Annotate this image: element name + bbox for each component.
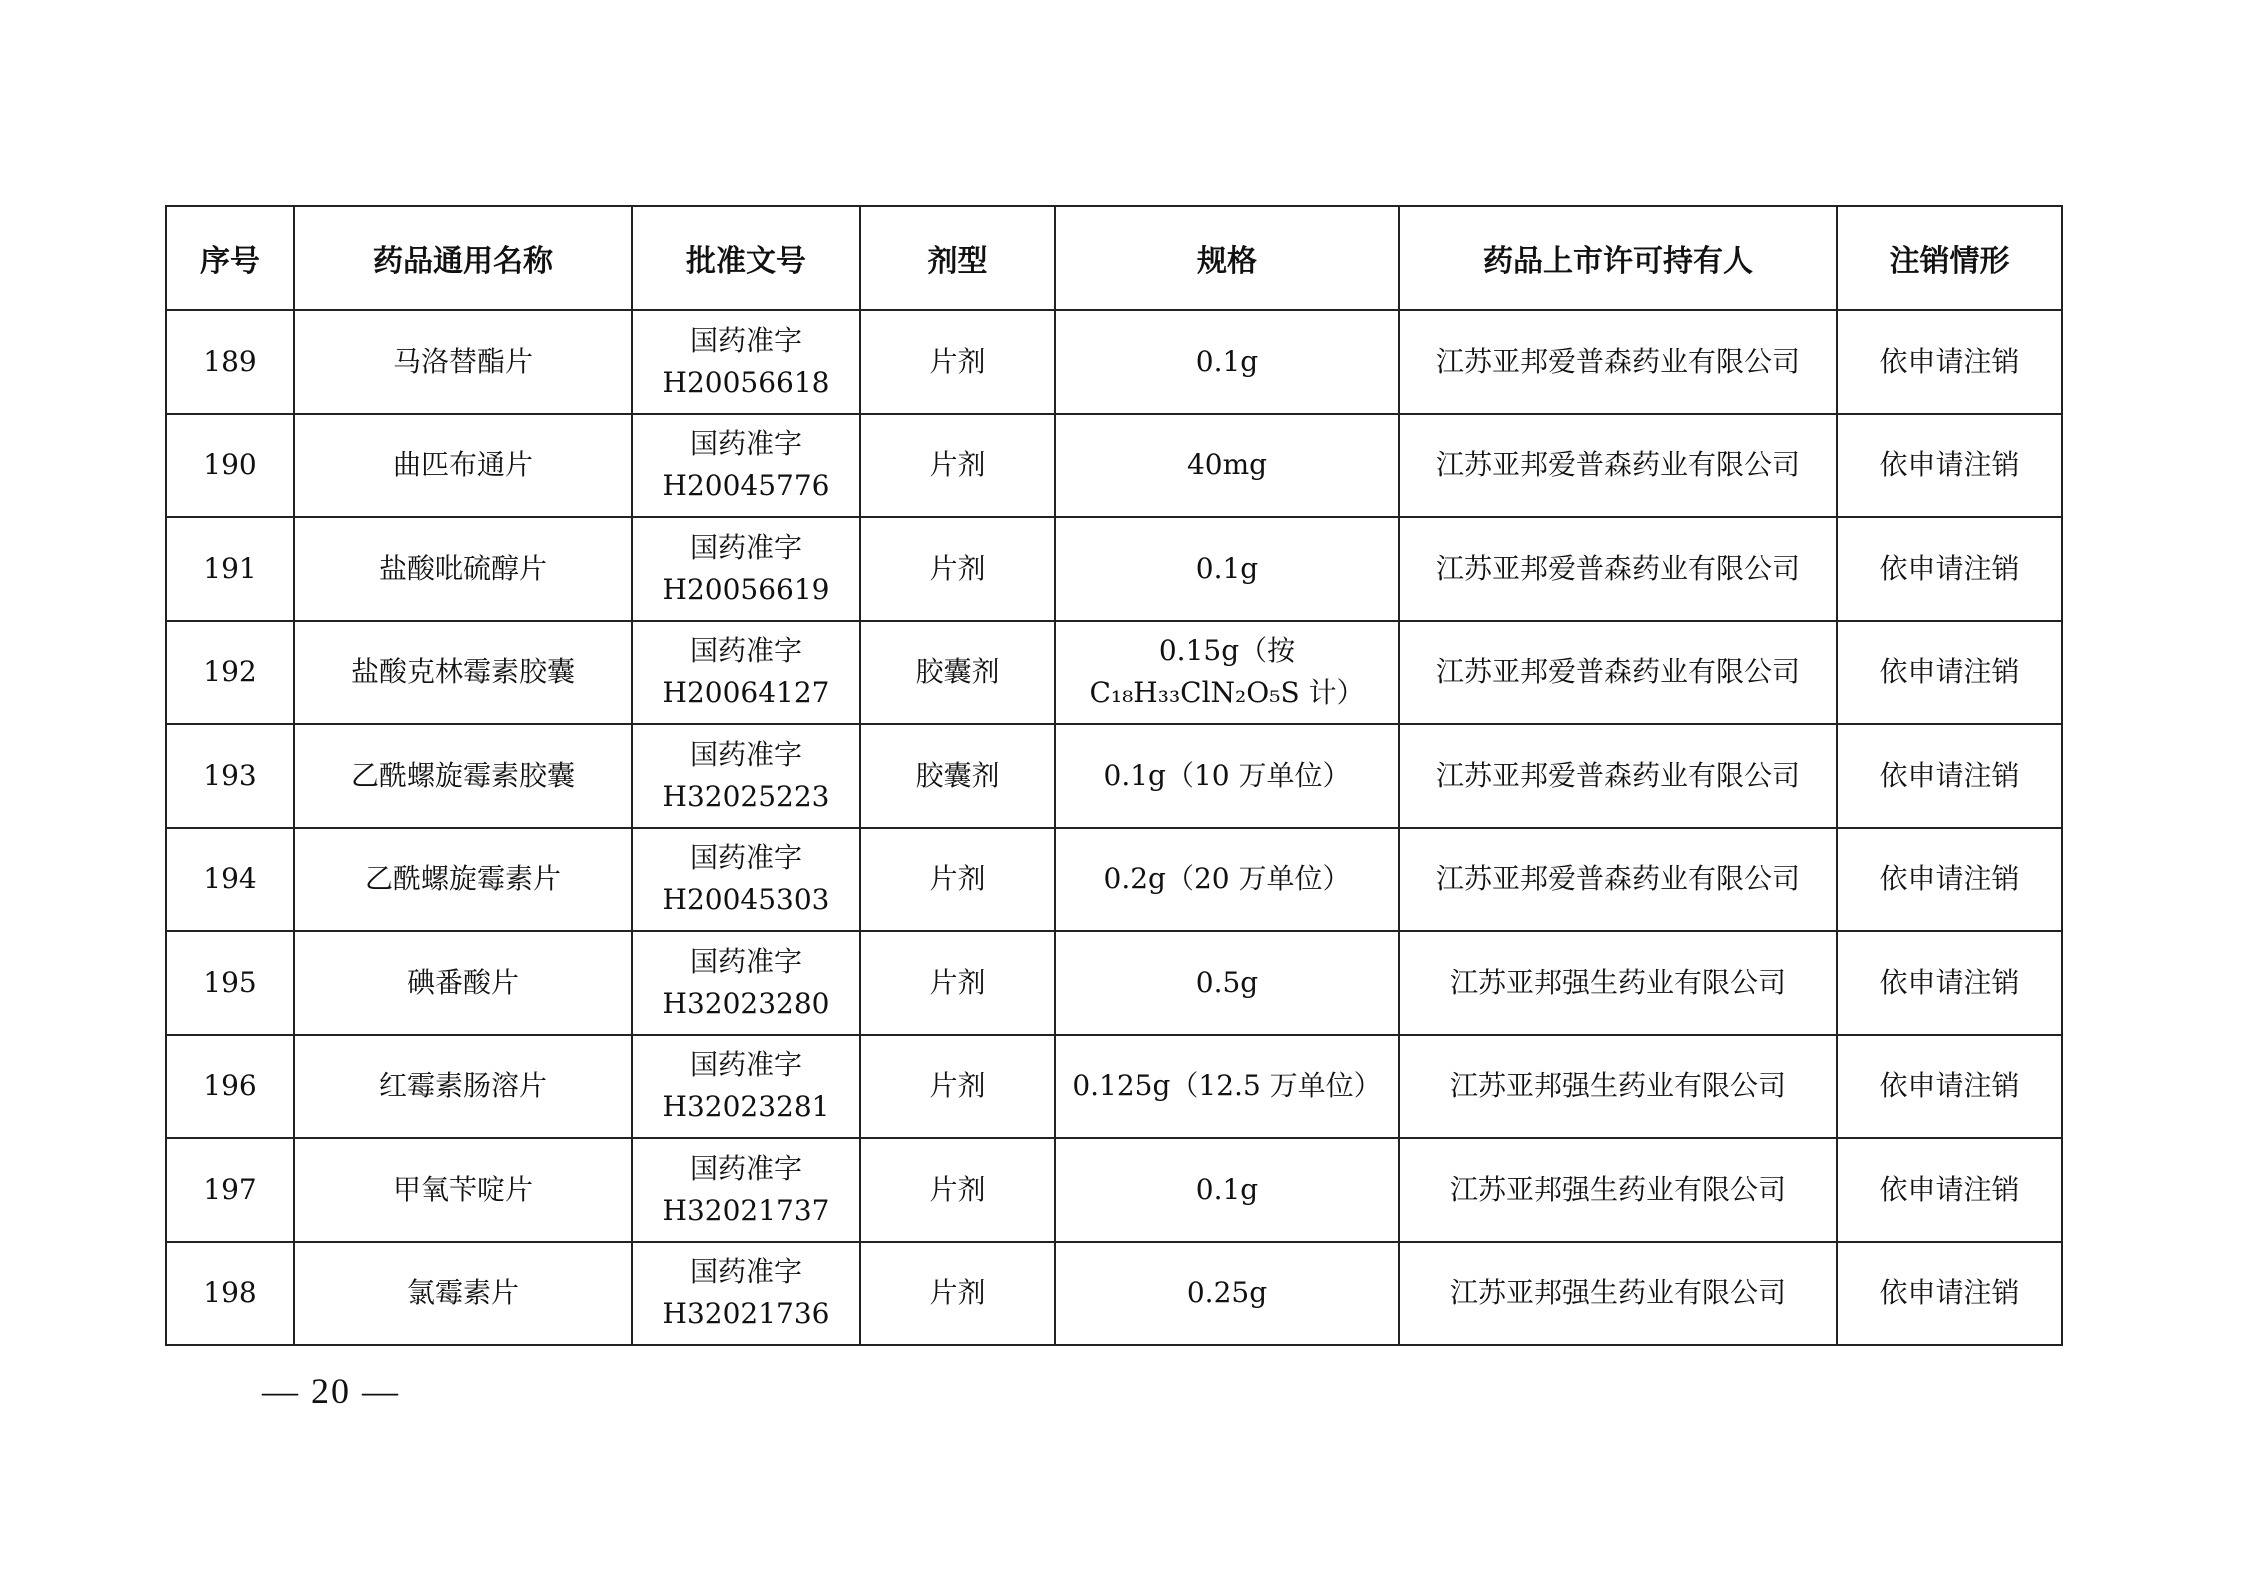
cell-cancellation-status: 依申请注销 xyxy=(1837,517,2062,621)
header-drug-name: 药品通用名称 xyxy=(294,206,632,310)
approval-code: H32021737 xyxy=(662,1193,830,1227)
header-dosage-form: 剂型 xyxy=(860,206,1055,310)
cell-approval-number xyxy=(632,1035,860,1139)
cell-specification: 0.5g xyxy=(1055,931,1399,1035)
cell-specification: 0.125g（12.5 万单位） xyxy=(1055,1035,1399,1139)
approval-code: H32023280 xyxy=(662,986,830,1020)
cell-serial-no: 193 xyxy=(166,724,294,828)
cell-drug-name: 盐酸吡硫醇片 xyxy=(294,517,632,621)
cell-drug-name: 乙酰螺旋霉素胶囊 xyxy=(294,724,632,828)
approval-prefix: 国药准字 xyxy=(689,737,802,771)
cell-license-holder: 江苏亚邦强生药业有限公司 xyxy=(1399,1035,1837,1139)
header-specification: 规格 xyxy=(1055,206,1399,310)
cell-cancellation-status: 依申请注销 xyxy=(1837,1138,2062,1242)
cell-approval-number xyxy=(632,621,860,725)
cell-serial-no: 196 xyxy=(166,1035,294,1139)
cell-dosage-form: 片剂 xyxy=(860,1242,1055,1346)
approval-prefix: 国药准字 xyxy=(689,944,802,978)
cell-license-holder: 江苏亚邦强生药业有限公司 xyxy=(1399,1138,1837,1242)
cell-specification: 0.1g xyxy=(1055,310,1399,414)
cell-approval-number xyxy=(632,414,860,518)
cell-specification: 0.1g xyxy=(1055,517,1399,621)
approval-code: H32025223 xyxy=(662,779,830,813)
cell-serial-no: 192 xyxy=(166,621,294,725)
cell-dosage-form: 片剂 xyxy=(860,517,1055,621)
table-row xyxy=(166,517,2062,621)
cell-drug-name: 乙酰螺旋霉素片 xyxy=(294,828,632,932)
table-row xyxy=(166,1138,2062,1242)
table-row xyxy=(166,828,2062,932)
header-cancellation-status: 注销情形 xyxy=(1837,206,2062,310)
cell-serial-no: 198 xyxy=(166,1242,294,1346)
cell-approval-number xyxy=(632,517,860,621)
approval-prefix: 国药准字 xyxy=(689,427,802,461)
table-row xyxy=(166,931,2062,1035)
approval-code: H20056619 xyxy=(662,572,830,606)
header-approval-number: 批准文号 xyxy=(632,206,860,310)
approval-code: H20064127 xyxy=(662,676,830,710)
cell-approval-number xyxy=(632,931,860,1035)
cell-dosage-form: 片剂 xyxy=(860,1138,1055,1242)
cell-specification: 40mg xyxy=(1055,414,1399,518)
table-row xyxy=(166,1242,2062,1346)
cell-license-holder: 江苏亚邦爱普森药业有限公司 xyxy=(1399,517,1837,621)
cell-cancellation-status: 依申请注销 xyxy=(1837,310,2062,414)
cell-specification: 0.25g xyxy=(1055,1242,1399,1346)
cell-dosage-form: 胶囊剂 xyxy=(860,621,1055,725)
cell-specification: 0.1g（10 万单位） xyxy=(1055,724,1399,828)
cell-license-holder: 江苏亚邦爱普森药业有限公司 xyxy=(1399,621,1837,725)
cell-dosage-form: 片剂 xyxy=(860,828,1055,932)
cell-drug-name: 盐酸克林霉素胶囊 xyxy=(294,621,632,725)
cell-dosage-form: 片剂 xyxy=(860,931,1055,1035)
cell-dosage-form: 片剂 xyxy=(860,1035,1055,1139)
approval-prefix: 国药准字 xyxy=(689,1255,802,1289)
cell-serial-no: 190 xyxy=(166,414,294,518)
cell-license-holder: 江苏亚邦爱普森药业有限公司 xyxy=(1399,414,1837,518)
approval-prefix: 国药准字 xyxy=(689,323,802,357)
table-row xyxy=(166,310,2062,414)
cell-cancellation-status: 依申请注销 xyxy=(1837,931,2062,1035)
approval-prefix: 国药准字 xyxy=(689,1151,802,1185)
cell-drug-name: 红霉素肠溶片 xyxy=(294,1035,632,1139)
cell-approval-number xyxy=(632,1242,860,1346)
table-row xyxy=(166,724,2062,828)
approval-code: H20056618 xyxy=(662,365,830,399)
approval-prefix: 国药准字 xyxy=(689,634,802,668)
table-row xyxy=(166,1035,2062,1139)
cell-specification: 0.15g（按 C₁₈H₃₃ClN₂O₅S 计） xyxy=(1055,621,1399,725)
header-license-holder: 药品上市许可持有人 xyxy=(1399,206,1837,310)
cell-cancellation-status: 依申请注销 xyxy=(1837,1242,2062,1346)
cell-license-holder: 江苏亚邦爱普森药业有限公司 xyxy=(1399,724,1837,828)
cell-approval-number xyxy=(632,1138,860,1242)
table-header-row xyxy=(166,206,2062,310)
approval-code: H20045303 xyxy=(662,883,830,917)
table-row xyxy=(166,621,2062,725)
approval-prefix: 国药准字 xyxy=(689,1048,802,1082)
cell-drug-name: 碘番酸片 xyxy=(294,931,632,1035)
cell-serial-no: 195 xyxy=(166,931,294,1035)
cell-cancellation-status: 依申请注销 xyxy=(1837,414,2062,518)
approval-code: H20045776 xyxy=(662,469,830,503)
cell-serial-no: 197 xyxy=(166,1138,294,1242)
approval-code: H32021736 xyxy=(662,1297,830,1331)
table-body xyxy=(166,310,2062,1345)
cell-serial-no: 189 xyxy=(166,310,294,414)
cell-specification: 0.1g xyxy=(1055,1138,1399,1242)
cell-cancellation-status: 依申请注销 xyxy=(1837,1035,2062,1139)
page-number: — 20 — xyxy=(262,1371,400,1411)
cell-cancellation-status: 依申请注销 xyxy=(1837,724,2062,828)
cell-approval-number xyxy=(632,724,860,828)
cell-drug-name: 马洛替酯片 xyxy=(294,310,632,414)
cell-drug-name: 氯霉素片 xyxy=(294,1242,632,1346)
cell-license-holder: 江苏亚邦强生药业有限公司 xyxy=(1399,1242,1837,1346)
cell-specification: 0.2g（20 万单位） xyxy=(1055,828,1399,932)
cell-serial-no: 191 xyxy=(166,517,294,621)
cell-cancellation-status: 依申请注销 xyxy=(1837,828,2062,932)
cell-drug-name: 曲匹布通片 xyxy=(294,414,632,518)
cell-approval-number xyxy=(632,310,860,414)
cell-serial-no: 194 xyxy=(166,828,294,932)
cell-approval-number xyxy=(632,828,860,932)
approval-code: H32023281 xyxy=(662,1090,830,1124)
approval-prefix: 国药准字 xyxy=(689,841,802,875)
cell-dosage-form: 胶囊剂 xyxy=(860,724,1055,828)
cell-license-holder: 江苏亚邦爱普森药业有限公司 xyxy=(1399,310,1837,414)
cell-dosage-form: 片剂 xyxy=(860,414,1055,518)
approval-prefix: 国药准字 xyxy=(689,530,802,564)
table-row xyxy=(166,414,2062,518)
header-serial-no: 序号 xyxy=(166,206,294,310)
cell-license-holder: 江苏亚邦强生药业有限公司 xyxy=(1399,931,1837,1035)
cell-drug-name: 甲氧苄啶片 xyxy=(294,1138,632,1242)
cell-cancellation-status: 依申请注销 xyxy=(1837,621,2062,725)
cell-dosage-form: 片剂 xyxy=(860,310,1055,414)
cell-license-holder: 江苏亚邦爱普森药业有限公司 xyxy=(1399,828,1837,932)
drug-cancellation-table xyxy=(165,205,2063,1346)
